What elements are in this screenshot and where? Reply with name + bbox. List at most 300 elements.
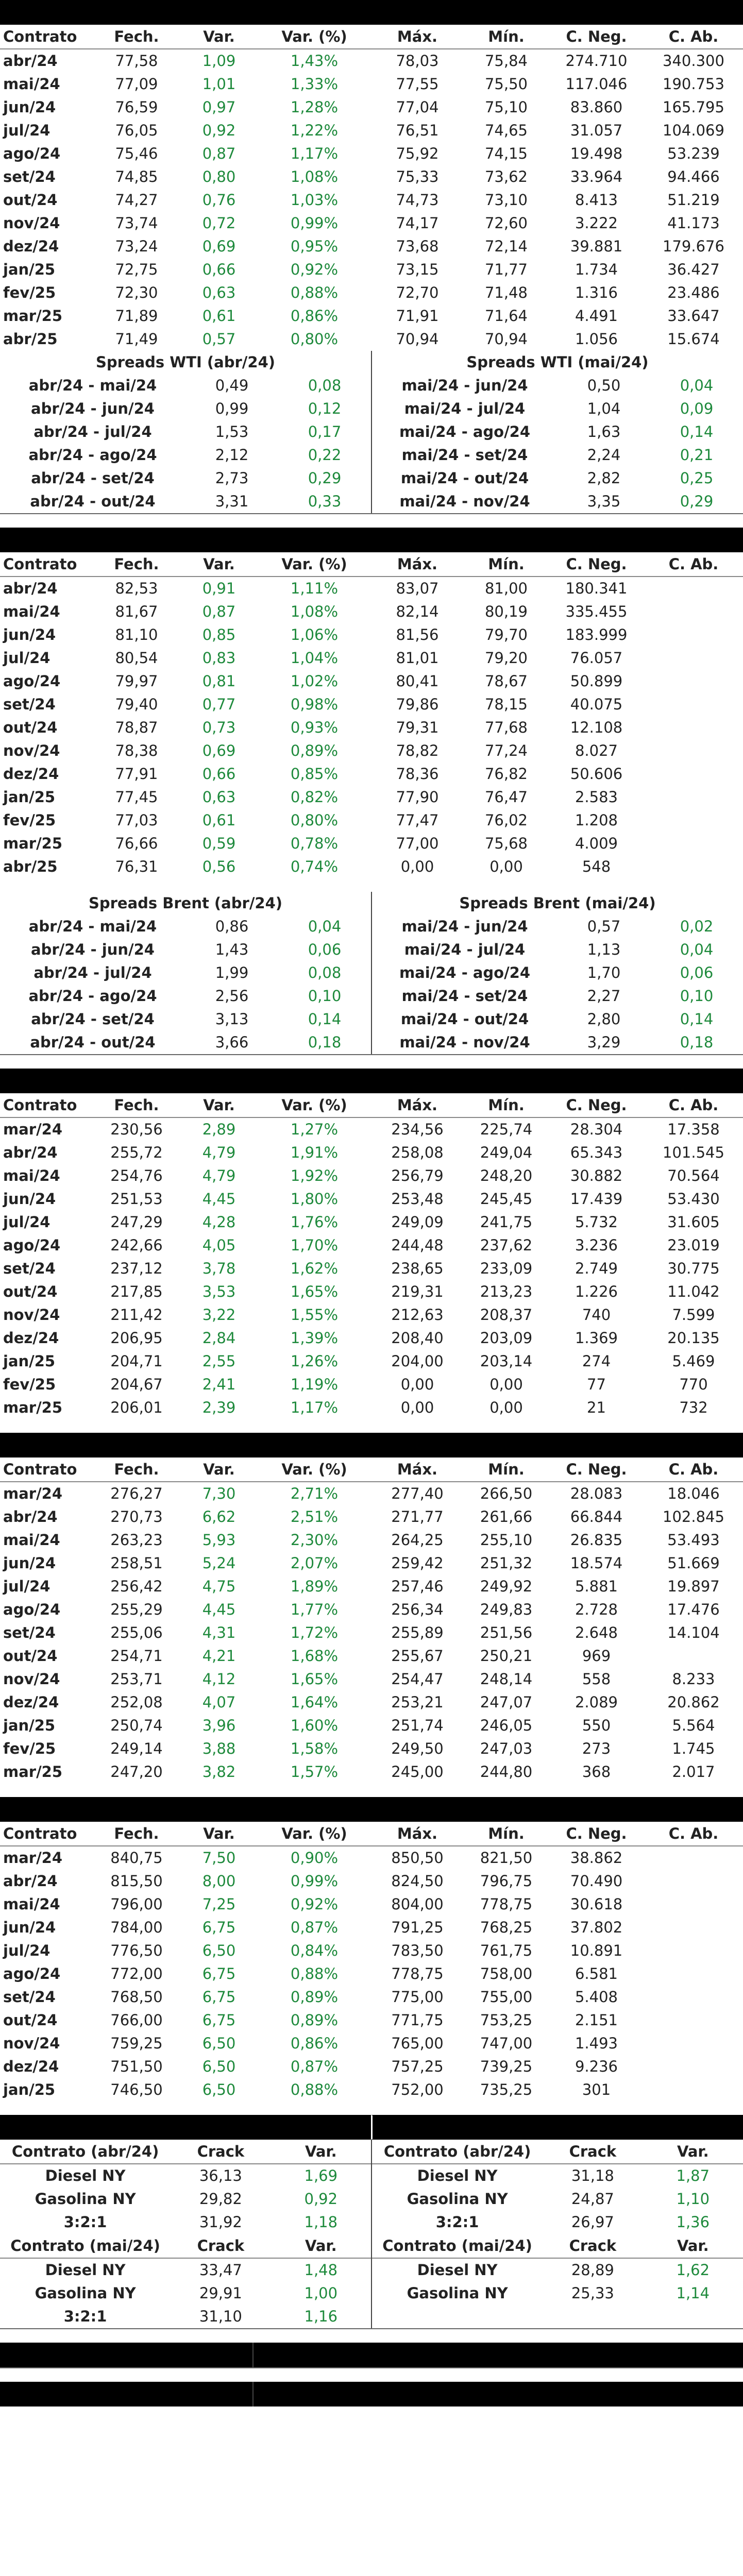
crack-cell: Gasolina NY <box>407 2190 508 2208</box>
ara-cell: 759,25 <box>110 2035 163 2052</box>
spread-cell: 1,13 <box>587 941 621 958</box>
nyh-cell: 2.728 <box>575 1601 618 1618</box>
ara-cell: set/24 <box>3 1988 56 2006</box>
ara-cell: mar/24 <box>3 1849 63 1867</box>
nyh-cell: nov/24 <box>3 1670 60 1688</box>
spread-cell: 1,43 <box>215 941 249 958</box>
wti-cell: 104.069 <box>663 122 724 139</box>
nyh-cell: 248,14 <box>480 1670 533 1688</box>
crack-cell: 0,92 <box>304 2190 338 2208</box>
ara-cell: 783,50 <box>391 1942 444 1959</box>
nyh-cell: 247,03 <box>480 1740 533 1757</box>
crack-row <box>372 2258 743 2282</box>
spread-row <box>0 467 371 490</box>
wti-cell: 75,50 <box>484 75 528 93</box>
rbob-cell: 5.469 <box>672 1352 715 1370</box>
table-row <box>0 2009 743 2032</box>
table-row <box>0 142 743 165</box>
spread-cell: 0,18 <box>308 1033 342 1051</box>
rbob-cell: 0,00 <box>489 1376 523 1393</box>
nyh-cell: 245,00 <box>391 1763 444 1781</box>
brent-cell: 1,06% <box>290 626 339 643</box>
wti-cell: 0,92 <box>202 122 236 139</box>
nyh-cell: 1,60% <box>290 1717 339 1734</box>
wti-cell: 94.466 <box>667 168 720 185</box>
rbob-cell: 3.236 <box>575 1236 618 1254</box>
ara-cell: 784,00 <box>110 1919 163 1936</box>
brent-cell: 0,78% <box>290 835 339 852</box>
crack-header <box>0 2140 371 2164</box>
gas-brasil-title <box>254 2382 743 2406</box>
table-row <box>0 1327 743 1350</box>
brent-cell: fev/25 <box>3 811 56 829</box>
wti-cell: 0,80% <box>290 330 339 348</box>
ara-cell: 824,50 <box>391 1872 444 1890</box>
ara-cell: 0,90% <box>290 1849 339 1867</box>
spread-cell: 0,06 <box>308 941 342 958</box>
nyh-cell: 2.089 <box>575 1693 618 1711</box>
spread-cell: 1,70 <box>587 964 621 981</box>
crack-col: Var. <box>643 2234 743 2258</box>
table-row <box>0 577 743 600</box>
brent-cell <box>644 832 743 855</box>
nyh-cell: 264,25 <box>391 1531 444 1549</box>
rbob-cell: 237,12 <box>110 1260 163 1277</box>
wti-cell: 190.753 <box>663 75 724 93</box>
wti-cell: 0,92% <box>290 261 339 278</box>
rbob-cell: 1,26% <box>290 1352 339 1370</box>
table-row <box>0 1373 743 1396</box>
nyh-cell: 53.493 <box>667 1531 720 1549</box>
nyh-cell: 1,68% <box>290 1647 339 1665</box>
wti-cell: 75,46 <box>115 145 158 162</box>
brent-cell <box>644 762 743 786</box>
spread-cell: 0,29 <box>308 469 342 487</box>
ara-cell: 6,75 <box>202 2011 236 2029</box>
nyh-cell: 273 <box>582 1740 611 1757</box>
spread-row <box>372 938 743 961</box>
table-row <box>0 1846 743 1870</box>
brent-cell: 335.455 <box>565 603 628 620</box>
wti-cell: 1,28% <box>290 98 339 116</box>
table-row <box>0 762 743 786</box>
wti-col-7: C. Ab. <box>644 25 743 49</box>
wti-cell: 0,69 <box>202 238 236 255</box>
rbob-cell: 254,76 <box>110 1167 163 1184</box>
spread-row <box>0 985 371 1008</box>
table-row <box>0 1598 743 1621</box>
wti-cell: 72,14 <box>484 238 528 255</box>
nyh-cell: 261,66 <box>480 1508 533 1526</box>
rbob-cell: 244,48 <box>391 1236 444 1254</box>
ara-cell: 766,00 <box>110 2011 163 2029</box>
ara-cell: ago/24 <box>3 1965 61 1982</box>
ara-col-4: Máx. <box>371 1822 464 1846</box>
ara-cell: 0,99% <box>290 1872 339 1890</box>
brent-cell: 80,54 <box>115 649 158 667</box>
spread-cell: 2,80 <box>587 1010 621 1028</box>
rbob-col-4: Máx. <box>371 1093 464 1117</box>
rbob-cell: 0,00 <box>489 1399 523 1416</box>
table-row <box>0 212 743 235</box>
spread-cell: 0,06 <box>680 964 714 981</box>
wti-cell: 72,30 <box>115 284 158 301</box>
ara-cell: 301 <box>582 2081 611 2098</box>
rbob-cell: 253,48 <box>391 1190 444 1208</box>
spread-cell: abr/24 - jul/24 <box>33 423 152 440</box>
rbob-cell: 204,71 <box>110 1352 163 1370</box>
nyh-cell: 2,07% <box>290 1554 339 1572</box>
wti-cell: 74,73 <box>396 191 439 209</box>
wti-col-0: Contrato <box>0 25 93 49</box>
rbob-cell: 101.545 <box>663 1144 724 1161</box>
crack-cell: Gasolina NY <box>35 2190 136 2208</box>
wti-cell: mai/24 <box>3 75 60 93</box>
wti-cell: 0,57 <box>202 330 236 348</box>
wti-cell: 74,15 <box>484 145 528 162</box>
nyh-cell: 258,51 <box>110 1554 163 1572</box>
brent-cell: 78,87 <box>115 719 158 736</box>
spread-cell: 2,24 <box>587 446 621 464</box>
rbob-cell: 23.019 <box>667 1236 720 1254</box>
wti-cell: 0,95% <box>290 238 339 255</box>
ara-title <box>0 1797 743 1822</box>
rbob-cell: 2,41 <box>202 1376 236 1393</box>
rbob-cell: 30.882 <box>570 1167 623 1184</box>
spread-cell: mai/24 - jun/24 <box>401 918 528 935</box>
table-row <box>0 1621 743 1645</box>
ara-cell: 747,00 <box>480 2035 533 2052</box>
wti-cell: 0,76 <box>202 191 236 209</box>
spread-row <box>0 420 371 444</box>
crack-cell: 1,10 <box>676 2190 710 2208</box>
nyh-section <box>0 1433 743 1784</box>
crack-cell: 1,16 <box>304 2308 338 2325</box>
wti-cell: 19.498 <box>570 145 623 162</box>
brent-column-header <box>0 552 743 577</box>
brent-cell: 4.009 <box>575 835 618 852</box>
brent-cell: 77,91 <box>115 765 158 783</box>
crack-brent-title <box>371 2115 743 2140</box>
rbob-cell: 1,65% <box>290 1283 339 1300</box>
brent-cell: 0,85 <box>202 626 236 643</box>
spread-cell: 1,99 <box>215 964 249 981</box>
crack-row <box>0 2211 371 2234</box>
rbob-cell: 206,01 <box>110 1399 163 1416</box>
nyh-cell: 4,75 <box>202 1578 236 1595</box>
ara-cell: jun/24 <box>3 1919 56 1936</box>
ara-cell: 768,50 <box>110 1988 163 2006</box>
nyh-cell: 558 <box>582 1670 611 1688</box>
ara-cell <box>644 2055 743 2078</box>
rbob-cell: dez/24 <box>3 1329 59 1347</box>
wti-cell: mar/25 <box>3 307 63 325</box>
wti-cell: 1,22% <box>290 122 339 139</box>
table-row <box>0 716 743 739</box>
crack-cell: 1,18 <box>304 2213 338 2231</box>
table-row <box>0 1760 743 1784</box>
brent-cell: 0,85% <box>290 765 339 783</box>
brent-spreads-abr <box>0 892 371 1054</box>
wti-cell: jun/24 <box>3 98 56 116</box>
brent-col-5: Mín. <box>464 552 549 577</box>
nyh-cell: 255,29 <box>110 1601 163 1618</box>
wti-cell: 340.300 <box>663 52 724 70</box>
brent-cell: 183.999 <box>565 626 628 643</box>
nyh-cell: 249,50 <box>391 1740 444 1757</box>
spread-title: Spreads WTI (abr/24) <box>95 353 276 371</box>
wti-cell: 0,88% <box>290 284 339 301</box>
ara-cell: 753,25 <box>480 2011 533 2029</box>
crack-cell: 24,87 <box>571 2190 614 2208</box>
brent-cell <box>644 577 743 600</box>
rbob-cell: 2.749 <box>575 1260 618 1277</box>
nyh-cell: fev/25 <box>3 1740 56 1757</box>
spread-cell: 3,29 <box>587 1033 621 1051</box>
wti-col-5: Mín. <box>464 25 549 49</box>
wti-cell: 75,10 <box>484 98 528 116</box>
table-row <box>0 1893 743 1916</box>
brent-cell: 77,47 <box>396 811 439 829</box>
ara-cell: 2.151 <box>575 2011 618 2029</box>
spread-cell: 1,04 <box>587 400 621 417</box>
nyh-cell: 251,74 <box>391 1717 444 1734</box>
spread-cell: 0,04 <box>680 377 714 394</box>
crack-cell: 1,00 <box>304 2284 338 2302</box>
brent-cell: 0,61 <box>202 811 236 829</box>
brent-cell: dez/24 <box>3 765 59 783</box>
wti-cell: 51.219 <box>667 191 720 209</box>
nyh-cell: 249,83 <box>480 1601 533 1618</box>
brent-cell: mar/25 <box>3 835 63 852</box>
table-row <box>0 1505 743 1529</box>
ara-cell: 765,00 <box>391 2035 444 2052</box>
table-row <box>0 855 743 878</box>
brent-cell: 76,47 <box>484 788 528 806</box>
brent-cell: 82,14 <box>396 603 439 620</box>
crack-section <box>0 2115 743 2329</box>
indices <box>252 2343 743 2367</box>
spread-cell: 0,14 <box>680 1010 714 1028</box>
spread-title: Spreads Brent (abr/24) <box>88 894 283 912</box>
wti-cell: 1.734 <box>575 261 618 278</box>
wti-cell: 36.427 <box>667 261 720 278</box>
ara-cell <box>644 2009 743 2032</box>
wti-cell: 76,05 <box>115 122 158 139</box>
brent-col-1: Fech. <box>93 552 180 577</box>
rbob-col-3: Var. (%) <box>258 1093 371 1117</box>
crack-header <box>372 2140 743 2164</box>
brent-cell: 0,73 <box>202 719 236 736</box>
ara-cell: 70.490 <box>570 1872 623 1890</box>
rbob-cell: 219,31 <box>391 1283 444 1300</box>
wti-cell: jul/24 <box>3 122 50 139</box>
brent-cell: 81,00 <box>484 580 528 597</box>
brent-cell: jan/25 <box>3 788 56 806</box>
rbob-cell: 4,45 <box>202 1190 236 1208</box>
wti-cell: 1,08% <box>290 168 339 185</box>
nyh-cell: 1,77% <box>290 1601 339 1618</box>
crack-cell: 25,33 <box>571 2284 614 2302</box>
rbob-cell: mar/24 <box>3 1121 63 1138</box>
wti-cell: 31.057 <box>570 122 623 139</box>
nyh-cell: mai/24 <box>3 1531 60 1549</box>
rbob-cell: 249,09 <box>391 1213 444 1231</box>
table-row <box>0 1714 743 1737</box>
nyh-cell: 253,71 <box>110 1670 163 1688</box>
nyh-cell: 251,56 <box>480 1624 533 1641</box>
brent-cell: 0,82% <box>290 788 339 806</box>
nyh-cell: jan/25 <box>3 1717 56 1734</box>
rbob-cell: 241,75 <box>480 1213 533 1231</box>
rbob-cell: 1,39% <box>290 1329 339 1347</box>
rbob-cell: 2,55 <box>202 1352 236 1370</box>
nyh-cell: 252,08 <box>110 1693 163 1711</box>
nyh-cell: 3,82 <box>202 1763 236 1781</box>
ara-col-1: Fech. <box>93 1822 180 1846</box>
rbob-cell: 770 <box>679 1376 708 1393</box>
nyh-table <box>0 1458 743 1784</box>
table-row <box>0 2032 743 2055</box>
spread-cell: 0,57 <box>587 918 621 935</box>
ara-cell: 0,84% <box>290 1942 339 1959</box>
spread-cell: mai/24 - out/24 <box>400 469 529 487</box>
rbob-cell: 206,95 <box>110 1329 163 1347</box>
ara-cell: 37.802 <box>570 1919 623 1936</box>
brent-cell <box>644 623 743 647</box>
brent-cell: 78,36 <box>396 765 439 783</box>
brent-cell: 81,10 <box>115 626 158 643</box>
wti-cell: 71,89 <box>115 307 158 325</box>
brent-col-2: Var. <box>180 552 258 577</box>
ara-cell <box>644 1893 743 1916</box>
crack-cell: Gasolina NY <box>407 2284 508 2302</box>
spread-header <box>372 351 743 374</box>
wti-cell: 71,49 <box>115 330 158 348</box>
nyh-cell: jun/24 <box>3 1554 56 1572</box>
spread-bw <box>0 2343 252 2367</box>
crack-cell: 29,91 <box>199 2284 242 2302</box>
nyh-cell: 249,92 <box>480 1578 533 1595</box>
brent-cell: 1,02% <box>290 672 339 690</box>
spread-bw-title <box>0 2343 252 2367</box>
brent-cell: 0,93% <box>290 719 339 736</box>
table-row <box>0 1552 743 1575</box>
table-row <box>0 258 743 281</box>
spread-row <box>0 1008 371 1031</box>
spread-cell: 0,04 <box>680 941 714 958</box>
crack-col: Crack <box>171 2140 271 2164</box>
spread-cell: 0,29 <box>680 493 714 510</box>
nyh-cell: 368 <box>582 1763 611 1781</box>
ara-cell: dez/24 <box>3 2058 59 2075</box>
wti-cell: 0,87 <box>202 145 236 162</box>
nyh-col-3: Var. (%) <box>258 1458 371 1482</box>
table-row <box>0 1303 743 1327</box>
ara-cell: out/24 <box>3 2011 58 2029</box>
table-row <box>0 1396 743 1419</box>
brent-cell: 180.341 <box>565 580 628 597</box>
spread-cell: 3,35 <box>587 493 621 510</box>
brent-cell <box>644 809 743 832</box>
nyh-cell: 276,27 <box>110 1485 163 1502</box>
table-row <box>0 1737 743 1760</box>
rbob-col-0: Contrato <box>0 1093 93 1117</box>
brent-cell: 8.027 <box>575 742 618 759</box>
rbob-cell: 237,62 <box>480 1236 533 1254</box>
ara-cell <box>644 1962 743 1986</box>
nyh-col-5: Mín. <box>464 1458 549 1482</box>
nyh-cell: 1.745 <box>672 1740 715 1757</box>
nyh-cell: 4,31 <box>202 1624 236 1641</box>
rbob-cell: 732 <box>679 1399 708 1416</box>
spread-cell: 0,10 <box>680 987 714 1005</box>
rbob-cell: 0,00 <box>400 1399 434 1416</box>
crack-cell: Diesel NY <box>45 2167 126 2184</box>
nyh-cell: 5.881 <box>575 1578 618 1595</box>
crack-cell: 36,13 <box>199 2167 242 2184</box>
rbob-cell: 211,42 <box>110 1306 163 1324</box>
brent-cell: 0,77 <box>202 696 236 713</box>
ara-cell: 6,75 <box>202 1919 236 1936</box>
rbob-cell: 245,45 <box>480 1190 533 1208</box>
nyh-cell: 255,10 <box>480 1531 533 1549</box>
ara-cell <box>644 1939 743 1962</box>
brent-cell: out/24 <box>3 719 58 736</box>
brent-cell: 1,11% <box>290 580 339 597</box>
nyh-cell: 7,30 <box>202 1485 236 1502</box>
nyh-cell: 1,58% <box>290 1740 339 1757</box>
wti-cell: 1,09 <box>202 52 236 70</box>
ara-cell: 6,50 <box>202 2081 236 2098</box>
brent-cell: 0,87 <box>202 603 236 620</box>
nyh-cell: 2,30% <box>290 1531 339 1549</box>
brent-col-6: C. Neg. <box>549 552 644 577</box>
crack-col: Crack <box>171 2234 271 2258</box>
ara-column-header <box>0 1822 743 1846</box>
wti-cell: 4.491 <box>575 307 618 325</box>
rbob-cell: 242,66 <box>110 1236 163 1254</box>
nyh-cell: 254,71 <box>110 1647 163 1665</box>
ara-cell: abr/24 <box>3 1872 58 1890</box>
nyh-col-2: Var. <box>180 1458 258 1482</box>
rbob-cell: 274 <box>582 1352 611 1370</box>
ara-cell: 739,25 <box>480 2058 533 2075</box>
brent-cell: jul/24 <box>3 649 50 667</box>
brent-cell: 77,00 <box>396 835 439 852</box>
crack-row <box>0 2258 371 2282</box>
brent-cell: 77,68 <box>484 719 528 736</box>
rbob-cell: 1,55% <box>290 1306 339 1324</box>
brent-cell <box>644 716 743 739</box>
nyh-cell: 1,57% <box>290 1763 339 1781</box>
spread-cell: 0,14 <box>680 423 714 440</box>
nyh-col-0: Contrato <box>0 1458 93 1482</box>
table-row <box>0 1870 743 1893</box>
nyh-cell: 20.862 <box>667 1693 720 1711</box>
crack-cell: Gasolina NY <box>35 2284 136 2302</box>
rbob-cell: out/24 <box>3 1283 58 1300</box>
table-row <box>0 2078 743 2102</box>
brent-cell: nov/24 <box>3 742 60 759</box>
ara-cell: 804,00 <box>391 1895 444 1913</box>
spread-title: Spreads Brent (mai/24) <box>459 894 656 912</box>
spread-row <box>0 961 371 985</box>
nyh-cell: 277,40 <box>391 1485 444 1502</box>
wti-cell: 0,86% <box>290 307 339 325</box>
rbob-cell: 1,70% <box>290 1236 339 1254</box>
brent-cell: 0,98% <box>290 696 339 713</box>
